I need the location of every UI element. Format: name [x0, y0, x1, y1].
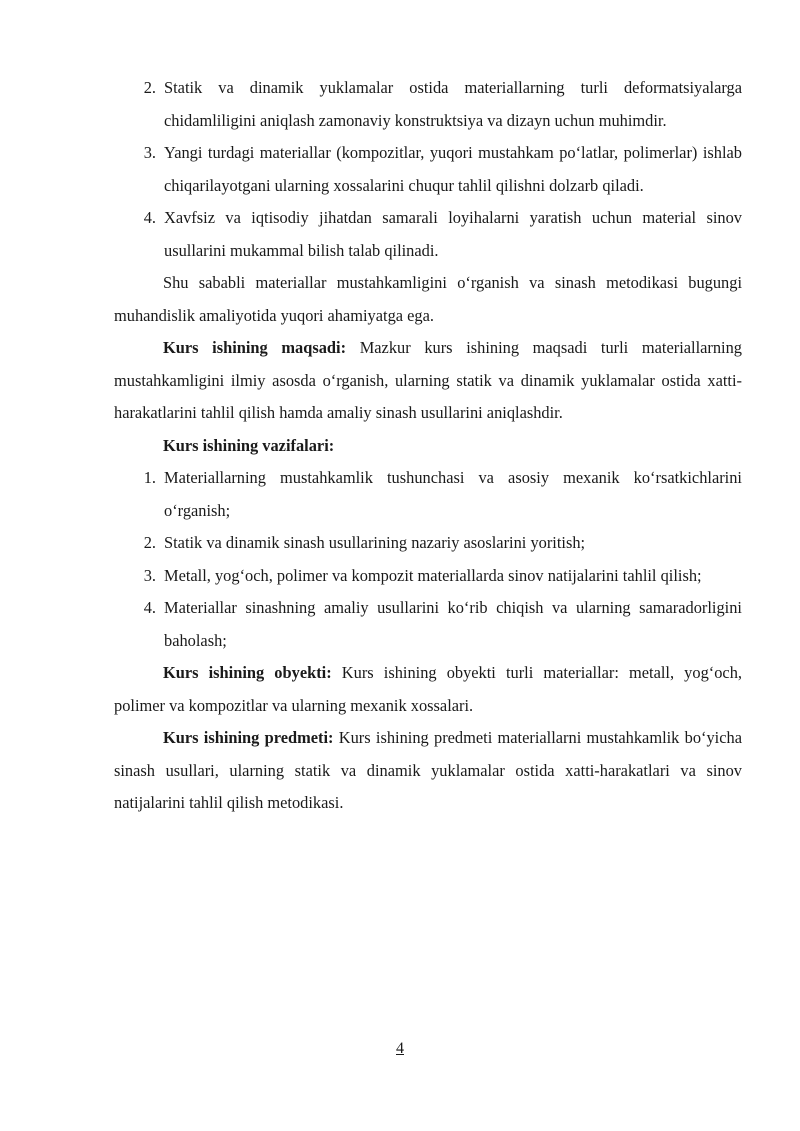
list-text: Yangi turdagi materiallar (kompozitlar, yuqori mustahkam po‘latlar, polimerlar) ishlab chiqarilayotgani ularning xossalarini chuqur tahlil qilishni dolzarb qiladi. — [164, 143, 742, 195]
list-item — [114, 592, 742, 657]
goal-text: Mazkur kurs ishining maqsadi turli materiallarning mustahkamligini ilmiy asosda o‘rganish, ularning statik va dinamik yuklamalar ostida xatti-harakatlarini tahlil qilish hamda amaliy sinash usullarini aniqlashdir. — [114, 338, 742, 422]
list-number: 3. — [143, 143, 156, 162]
list-text: Statik va dinamik yuklamalar ostida materiallarning turli deformatsiyalarga chidamliligini aniqlash zamonaviy konstruktsiya va dizayn uchun muhimdir. — [164, 78, 742, 130]
list-item — [114, 137, 742, 202]
tasks-heading: Kurs ishining vazifalari: — [163, 435, 335, 455]
list-number: 3. — [143, 565, 156, 585]
list-text: Materiallar sinashning amaliy usullarini ko‘rib chiqish va ularning samaradorligini baholash; — [164, 598, 742, 650]
list-text: Xavfsiz va iqtisodiy jihatdan samarali loyihalarni yaratish uchun material sinov usullarini mukammal bilish talab qilinadi. — [164, 208, 742, 260]
paragraph-goal — [114, 332, 742, 430]
list-text: Statik va dinamik sinash usullarining nazariy asoslarini yoritish; — [164, 533, 586, 552]
goal-label: Kurs ishining maqsadi: — [163, 338, 347, 357]
list-number: 2. — [143, 533, 156, 552]
list-item — [114, 202, 742, 267]
list-item — [114, 560, 742, 593]
list-number: 4. — [143, 598, 156, 617]
list-item — [114, 462, 742, 527]
paragraph-object — [114, 657, 742, 722]
subject-text: Kurs ishining predmeti materiallarni mustahkamlik bo‘yicha sinash usullari, ularning statik va dinamik yuklamalar ostida xatti-harakatlari va sinov natijalarini tahlil qilish metodikasi. — [114, 728, 742, 812]
subject-label: Kurs ishining predmeti: — [163, 728, 334, 747]
paragraph-subject — [114, 722, 742, 820]
list-number: 1. — [143, 468, 156, 487]
document-page — [114, 72, 742, 820]
list-number: 4. — [143, 208, 156, 227]
list-item — [114, 527, 742, 560]
object-text: Kurs ishining obyekti turli materiallar: metall, yog‘och, polimer va kompozitlar va ularning mexanik xossalari. — [114, 663, 742, 715]
list-item — [114, 72, 742, 137]
paragraph-relevance: Shu sababli materiallar mustahkamligini o‘rganish va sinash metodikasi bugungi muhandislik amaliyotida yuqori ahamiyatga ega. — [114, 273, 742, 325]
object-label: Kurs ishining obyekti: — [163, 663, 332, 682]
list-number: 2. — [143, 78, 156, 97]
list-text: Metall, yog‘och, polimer va kompozit materiallarda sinov natijalarini tahlil qilish; — [164, 565, 702, 585]
page-number: 4 — [396, 1040, 404, 1057]
list-text: Materiallarning mustahkamlik tushunchasi va asosiy mexanik ko‘rsatkichlarini o‘rganish; — [164, 468, 742, 520]
